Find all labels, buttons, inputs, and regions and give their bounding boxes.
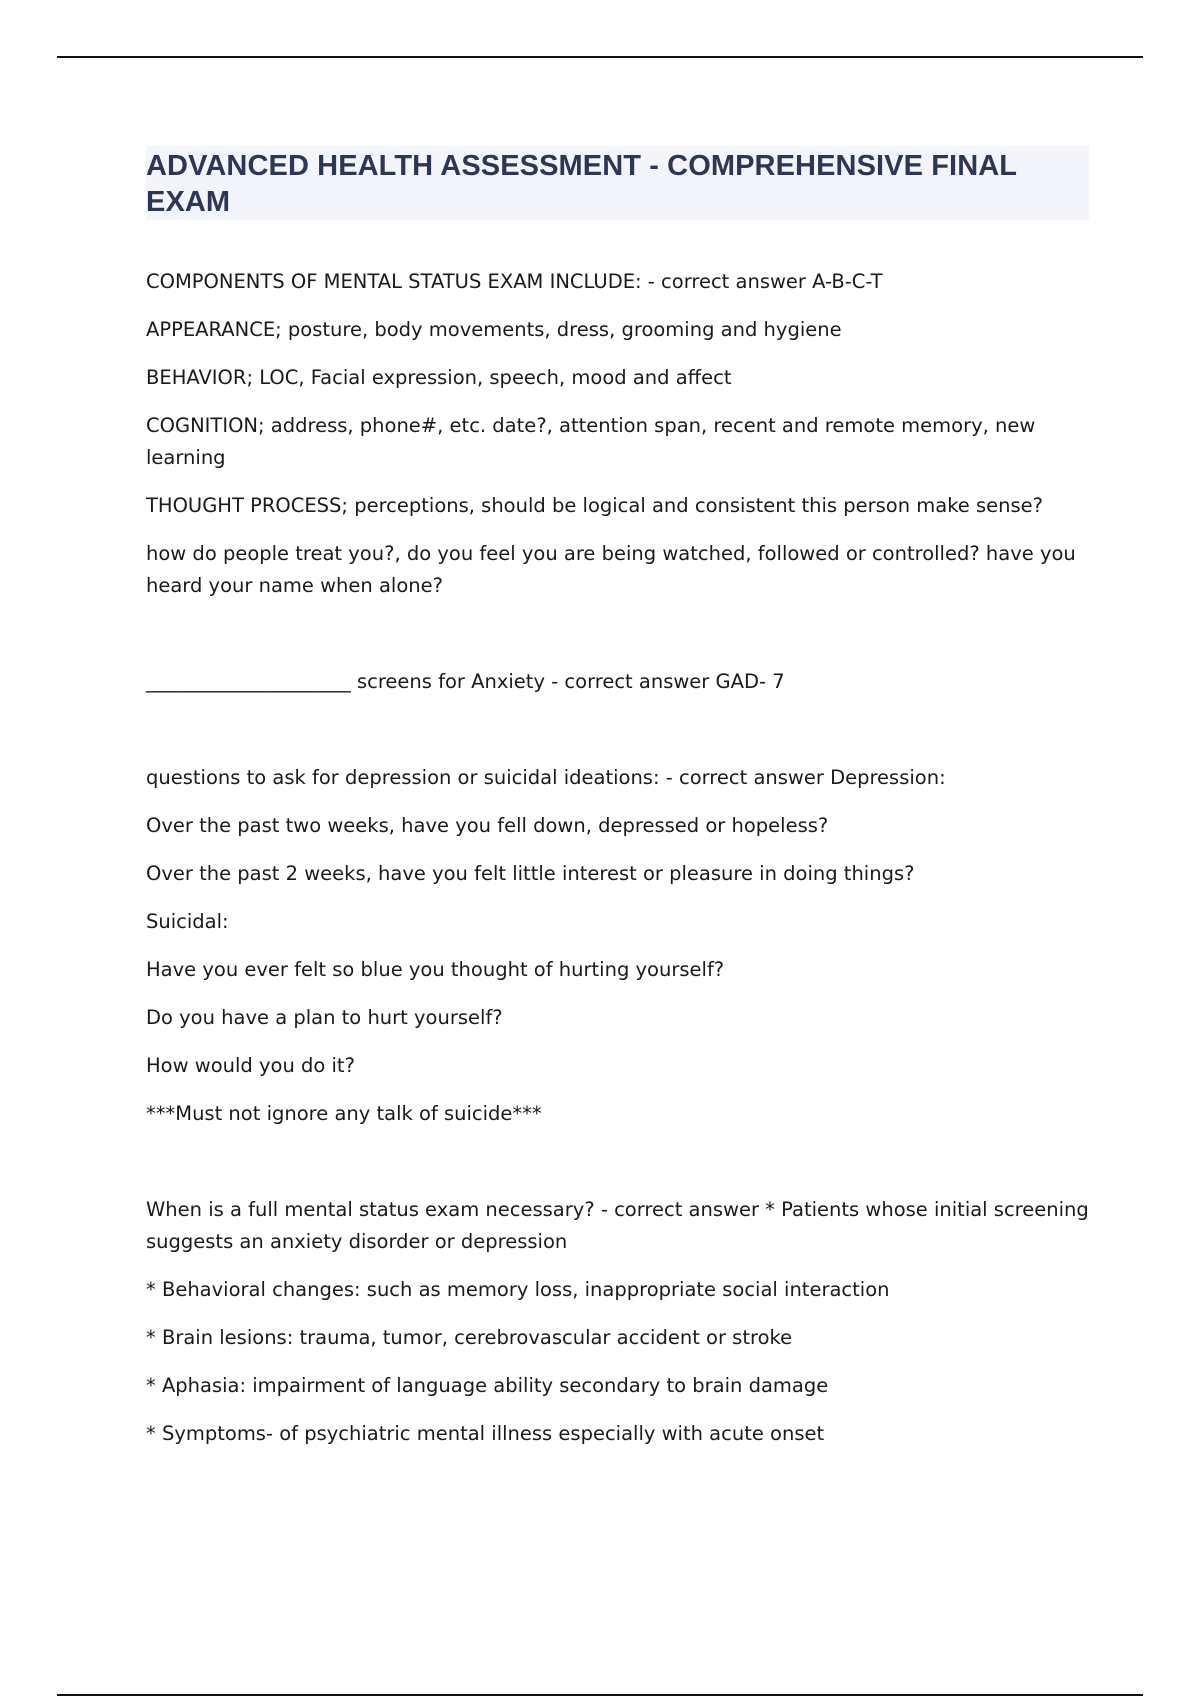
paragraph: * Behavioral changes: such as memory loss, inappropriate social interaction (146, 1278, 890, 1301)
paragraph: Do you have a plan to hurt yourself? (146, 1006, 503, 1029)
document-body (146, 266, 1096, 1466)
paragraph: How would you do it? (146, 1054, 355, 1077)
paragraph: Over the past 2 weeks, have you felt little interest or pleasure in doing things? (146, 862, 915, 885)
paragraph: BEHAVIOR; LOC, Facial expression, speech, mood and affect (146, 366, 732, 389)
document-title: ADVANCED HEALTH ASSESSMENT - COMPREHENSIVE FINAL EXAM (146, 150, 1017, 218)
paragraph: Have you ever felt so blue you thought of hurting yourself? (146, 958, 725, 981)
top-rule (57, 56, 1143, 58)
paragraph: When is a full mental status exam necessary? - correct answer * Patients whose initial screening suggests an anxiety disorder or depression (146, 1198, 1089, 1253)
paragraph: COGNITION; address, phone#, etc. date?, attention span, recent and remote memory, new learning (146, 414, 1036, 469)
paragraph: ***Must not ignore any talk of suicide*** (146, 1102, 542, 1125)
paragraph: APPEARANCE; posture, body movements, dress, grooming and hygiene (146, 318, 842, 341)
paragraph: COMPONENTS OF MENTAL STATUS EXAM INCLUDE: - correct answer A-B-C-T (146, 270, 883, 293)
paragraph: how do people treat you?, do you feel you are being watched, followed or controlled? have you heard your name when alone? (146, 542, 1076, 597)
paragraph: Suicidal: (146, 910, 229, 933)
paragraph: * Aphasia: impairment of language ability secondary to brain damage (146, 1374, 829, 1397)
paragraph: THOUGHT PROCESS; perceptions, should be logical and consistent this person make sense? (146, 494, 1044, 517)
paragraph: _____________________ screens for Anxiety - correct answer GAD- 7 (146, 670, 785, 693)
paragraph: questions to ask for depression or suicidal ideations: - correct answer Depression: (146, 766, 946, 789)
paragraph: * Brain lesions: trauma, tumor, cerebrovascular accident or stroke (146, 1326, 793, 1349)
paragraph: * Symptoms- of psychiatric mental illness especially with acute onset (146, 1422, 825, 1445)
title-banner (146, 146, 1089, 220)
bottom-rule (57, 1694, 1143, 1696)
paragraph: Over the past two weeks, have you fell down, depressed or hopeless? (146, 814, 829, 837)
